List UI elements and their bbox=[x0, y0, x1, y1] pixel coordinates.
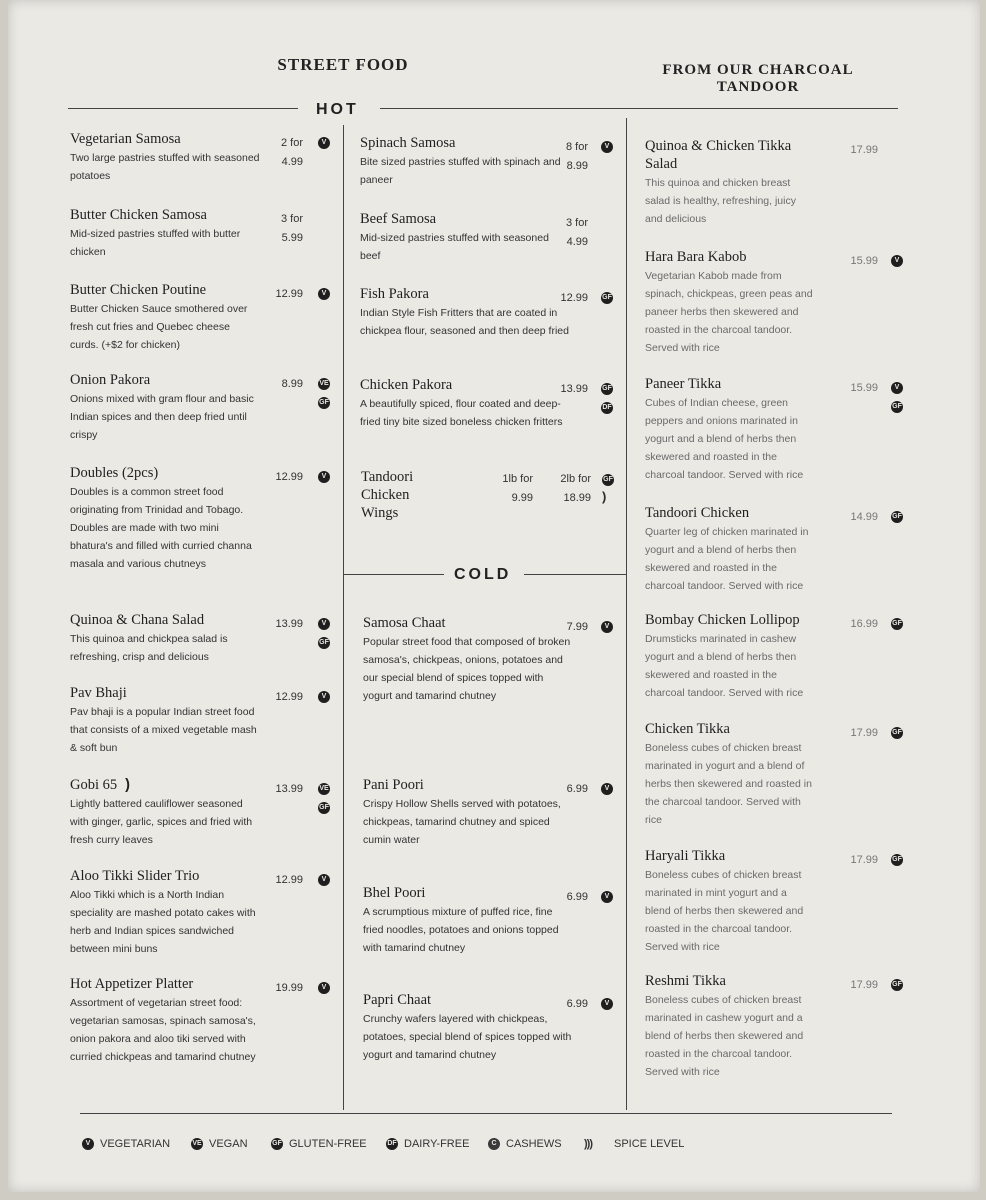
gluten-free-icon: GF bbox=[891, 854, 903, 866]
cashews-icon: C bbox=[488, 1138, 500, 1150]
vegetarian-icon: V bbox=[318, 471, 330, 483]
item-price: 13.99 bbox=[275, 783, 303, 795]
item-description: Pav bhaji is a popular Indian street food that consists of a mixed vegetable mash & soft bun bbox=[70, 706, 257, 754]
hot-label: HOT bbox=[316, 101, 359, 118]
menu-item-tandoori-wings bbox=[361, 468, 481, 522]
item-price: 12.99 bbox=[275, 471, 303, 483]
vegetarian-icon: V bbox=[82, 1138, 94, 1150]
item-description: Boneless cubes of chicken breast marinated in mint yogurt and a blend of herbs then skewered and roasted in the charcoal tandoor. Served with rice bbox=[645, 869, 804, 953]
vegetarian-icon: V bbox=[891, 382, 903, 394]
item-name: Hot Appetizer Platter bbox=[70, 976, 194, 992]
item-name: Bhel Poori bbox=[363, 885, 426, 901]
vegetarian-icon: V bbox=[601, 783, 613, 795]
item-name: Beef Samosa bbox=[360, 211, 437, 227]
gluten-free-icon: GF bbox=[891, 727, 903, 739]
dairy-free-icon: DF bbox=[386, 1138, 398, 1150]
menu-item-onion-pakora bbox=[70, 371, 270, 444]
item-name-line-1: Tandoori bbox=[361, 469, 414, 485]
gluten-free-icon: GF bbox=[602, 474, 614, 486]
menu-item-doubles-2pcs bbox=[70, 464, 270, 573]
menu-item-haryali-tikka bbox=[645, 847, 820, 956]
item-name-line-3: Wings bbox=[361, 505, 399, 521]
legend-dairy-free: DF DAIRY-FREE bbox=[387, 1138, 470, 1150]
item-price: 3 for 4.99 bbox=[565, 217, 588, 248]
item-price: 15.99 bbox=[850, 255, 878, 267]
item-name: Doubles (2pcs) bbox=[70, 465, 159, 481]
gluten-free-icon: GF bbox=[601, 292, 613, 304]
item-description: Cubes of Indian cheese, green peppers and onions marinated in yogurt and a blend of herbs then skewered and roasted in the charcoal tandoor. Served with rice bbox=[645, 397, 804, 481]
menu-item-tandoori-chicken bbox=[645, 504, 820, 595]
item-description: A beautifully spiced, flour coated and deep-fried tiny bite sized boneless chicken fritters bbox=[360, 398, 563, 428]
dairy-free-icon: DF bbox=[601, 402, 613, 414]
item-price: 3 for 5.99 bbox=[280, 213, 303, 244]
menu-item-vegetarian-samosa bbox=[70, 130, 270, 185]
menu-item-gobi-65 bbox=[70, 776, 270, 849]
item-description: Mid-sized pastries stuffed with butter chicken bbox=[70, 228, 241, 258]
vegetarian-icon: V bbox=[318, 691, 330, 703]
menu-item-paneer-tikka bbox=[645, 375, 820, 484]
item-description: Crunchy wafers layered with chickpeas, potatoes, special blend of spices topped with yogurt and tamarind chutney bbox=[363, 1013, 572, 1061]
item-name: Reshmi Tikka bbox=[645, 973, 726, 989]
item-price: 2 for 4.99 bbox=[280, 137, 303, 168]
item-name: Onion Pakora bbox=[70, 372, 151, 388]
item-name: Gobi 65 ) bbox=[70, 777, 130, 793]
legend-vegetarian: V VEGETARIAN bbox=[82, 1138, 170, 1150]
item-description: A scrumptious mixture of puffed rice, fine fried noodles, potatoes and onions topped with tamarind chutney bbox=[363, 906, 559, 954]
menu-item-quinoa-chicken-tikka-salad bbox=[645, 137, 820, 228]
item-name: Spinach Samosa bbox=[360, 135, 456, 151]
item-name: Chicken Tikka bbox=[645, 721, 730, 737]
menu-item-bombay-chicken-lollipop bbox=[645, 611, 820, 702]
item-price: 17.99 bbox=[850, 727, 878, 739]
item-name: Fish Pakora bbox=[360, 286, 429, 302]
item-description: This quinoa and chickpea salad is refreshing, crisp and delicious bbox=[70, 633, 228, 663]
spice-level-icon: ))) bbox=[584, 1138, 592, 1150]
item-description: Mid-sized pastries stuffed with seasoned beef bbox=[360, 232, 549, 262]
item-price: 12.99 bbox=[560, 292, 588, 304]
menu-item-chicken-tikka bbox=[645, 720, 820, 829]
divider-2 bbox=[626, 118, 627, 1110]
cold-rule-left bbox=[344, 574, 444, 575]
gluten-free-icon: GF bbox=[891, 511, 903, 523]
item-description: Popular street food that composed of broken samosa's, chickpeas, onions, potatoes and our special blend of spices topped with yogurt and tamarind chutney bbox=[363, 636, 571, 702]
item-description: Butter Chicken Sauce smothered over fresh cut fries and Quebec cheese curds. (+$2 for chicken) bbox=[70, 303, 248, 351]
item-description: Quarter leg of chicken marinated in yogurt and a blend of herbs then skewered and roasted in the charcoal tandoor. Served with rice bbox=[645, 526, 809, 592]
vegetarian-icon: V bbox=[891, 255, 903, 267]
bottom-rule bbox=[80, 1113, 892, 1114]
divider-1 bbox=[343, 125, 344, 1110]
item-name: Samosa Chaat bbox=[363, 615, 446, 631]
item-price: 13.99 bbox=[275, 618, 303, 630]
item-price: 6.99 bbox=[566, 783, 588, 795]
item-name: Bombay Chicken Lollipop bbox=[645, 612, 800, 628]
item-description: Doubles is a common street food originating from Trinidad and Tobago. Doubles are made with two mini bhatura's and filled with curried channa masala and various chutneys bbox=[70, 486, 252, 570]
vegetarian-icon: V bbox=[601, 891, 613, 903]
item-name: Chicken Pakora bbox=[360, 377, 453, 393]
item-name: Papri Chaat bbox=[363, 992, 432, 1008]
item-description: Vegetarian Kabob made from spinach, chickpeas, green peas and paneer herbs then skewered and roasted in the charcoal tandoor. Served with rice bbox=[645, 270, 813, 354]
item-price: 8.99 bbox=[281, 378, 303, 390]
item-description: Crispy Hollow Shells served with potatoes, chickpeas, tamarind chutney and spiced cumin water bbox=[363, 798, 561, 846]
legend-cashews: C CASHEWS bbox=[488, 1138, 562, 1150]
item-description: Boneless cubes of chicken breast marinated in cashew yogurt and a blend of herbs then skewered and roasted in the charcoal tandoor. Served with rice bbox=[645, 994, 804, 1078]
vegetarian-icon: V bbox=[318, 874, 330, 886]
item-price: 15.99 bbox=[850, 382, 878, 394]
item-price: 17.99 bbox=[850, 144, 878, 156]
hot-rule-left bbox=[68, 108, 298, 109]
item-name: Quinoa & Chicken Tikka Salad bbox=[645, 138, 792, 172]
item-name: Vegetarian Samosa bbox=[70, 131, 181, 147]
menu-item-reshmi-tikka bbox=[645, 972, 820, 1081]
spice-icon: ) bbox=[602, 489, 607, 504]
gluten-free-icon: GF bbox=[601, 383, 613, 395]
item-name: Haryali Tikka bbox=[645, 848, 726, 864]
item-price: 12.99 bbox=[275, 288, 303, 300]
item-name: Pani Poori bbox=[363, 777, 424, 793]
item-name: Paneer Tikka bbox=[645, 376, 722, 392]
vegetarian-icon: V bbox=[318, 288, 330, 300]
item-name: Butter Chicken Poutine bbox=[70, 282, 207, 298]
menu-item-butter-chicken-samosa bbox=[70, 206, 270, 261]
item-price: 17.99 bbox=[850, 979, 878, 991]
item-price: 8 for 8.99 bbox=[565, 141, 588, 172]
item-name: Tandoori Chicken bbox=[645, 505, 750, 521]
item-name: Butter Chicken Samosa bbox=[70, 207, 207, 223]
item-name-line-2: Chicken bbox=[361, 487, 410, 503]
vegetarian-icon: V bbox=[601, 141, 613, 153]
vegetarian-icon: V bbox=[318, 982, 330, 994]
item-price: 6.99 bbox=[566, 891, 588, 903]
legend-spice-level: ))) SPICE LEVEL bbox=[584, 1138, 685, 1150]
menu-page bbox=[8, 0, 980, 1192]
hot-rule-right bbox=[380, 108, 898, 109]
vegetarian-icon: V bbox=[318, 137, 330, 149]
menu-item-aloo-tikki-slider-trio bbox=[70, 867, 270, 958]
gluten-free-icon: GF bbox=[891, 618, 903, 630]
menu-item-quinoa-chana-salad bbox=[70, 611, 270, 666]
vegetarian-icon: V bbox=[601, 621, 613, 633]
item-price: 12.99 bbox=[275, 874, 303, 886]
vegetarian-icon: V bbox=[318, 618, 330, 630]
vegan-icon: VE bbox=[318, 378, 330, 390]
legend-gluten-free: GF GLUTEN-FREE bbox=[272, 1138, 367, 1150]
item-description: Onions mixed with gram flour and basic Indian spices and then deep fried until crispy bbox=[70, 393, 254, 441]
legend-vegan: VE VEGAN bbox=[192, 1138, 248, 1150]
vegan-icon: VE bbox=[191, 1138, 203, 1150]
item-price: 6.99 bbox=[566, 998, 588, 1010]
item-description: This quinoa and chicken breast salad is healthy, refreshing, juicy and delicious bbox=[645, 177, 796, 225]
item-name: Aloo Tikki Slider Trio bbox=[70, 868, 200, 884]
wings-price-2: 2lb for 18.99 bbox=[560, 473, 591, 504]
item-price: 12.99 bbox=[275, 691, 303, 703]
item-description: Bite sized pastries stuffed with spinach and paneer bbox=[360, 156, 561, 186]
cold-label: COLD bbox=[454, 566, 512, 583]
menu-item-hara-bara-kabob bbox=[645, 248, 820, 357]
item-price: 19.99 bbox=[275, 982, 303, 994]
menu-item-butter-chicken-poutine bbox=[70, 281, 270, 354]
gluten-free-icon: GF bbox=[318, 637, 330, 649]
spice-icon: ) bbox=[125, 777, 130, 793]
item-price: 13.99 bbox=[560, 383, 588, 395]
tandoor-title: FROM OUR CHARCOAL TANDOOR bbox=[662, 62, 854, 95]
item-description: Two large pastries stuffed with seasoned potatoes bbox=[70, 152, 260, 182]
item-price: 7.99 bbox=[566, 621, 588, 633]
item-description: Lightly battered cauliflower seasoned with ginger, garlic, spices and fried with fresh curry leaves bbox=[70, 798, 253, 846]
gluten-free-icon: GF bbox=[891, 979, 903, 991]
item-description: Assortment of vegetarian street food: vegetarian samosas, spinach samosa's, onion pakora and aloo tiki served with curried chickpeas and tamarind chutney bbox=[70, 997, 256, 1063]
gluten-free-icon: GF bbox=[271, 1138, 283, 1150]
wings-price-1: 1lb for 9.99 bbox=[502, 473, 533, 504]
item-description: Boneless cubes of chicken breast marinated in yogurt and a blend of herbs then skewered and roasted in the charcoal tandoor. Served with rice bbox=[645, 742, 812, 826]
item-price: 17.99 bbox=[850, 854, 878, 866]
item-name: Quinoa & Chana Salad bbox=[70, 612, 205, 628]
item-price: 16.99 bbox=[850, 618, 878, 630]
item-description: Indian Style Fish Fritters that are coated in chickpea flour, seasoned and then deep fried bbox=[360, 307, 569, 337]
street-food-title: STREET FOOD bbox=[277, 55, 409, 74]
vegetarian-icon: V bbox=[601, 998, 613, 1010]
menu-item-pav-bhaji bbox=[70, 684, 270, 757]
menu-item-hot-appetizer-platter bbox=[70, 975, 270, 1066]
gluten-free-icon: GF bbox=[318, 802, 330, 814]
item-description: Aloo Tikki which is a North Indian speciality are mashed potato cakes with herb and Indian spices sandwiched between mini buns bbox=[70, 889, 256, 955]
cold-rule-right bbox=[524, 574, 626, 575]
item-description: Drumsticks marinated in cashew yogurt and a blend of herbs then skewered and roasted in the charcoal tandoor. Served with rice bbox=[645, 633, 804, 699]
item-name: Hara Bara Kabob bbox=[645, 249, 747, 265]
item-name: Pav Bhaji bbox=[70, 685, 127, 701]
vegan-icon: VE bbox=[318, 783, 330, 795]
gluten-free-icon: GF bbox=[891, 401, 903, 413]
gluten-free-icon: GF bbox=[318, 397, 330, 409]
item-price: 14.99 bbox=[850, 511, 878, 523]
